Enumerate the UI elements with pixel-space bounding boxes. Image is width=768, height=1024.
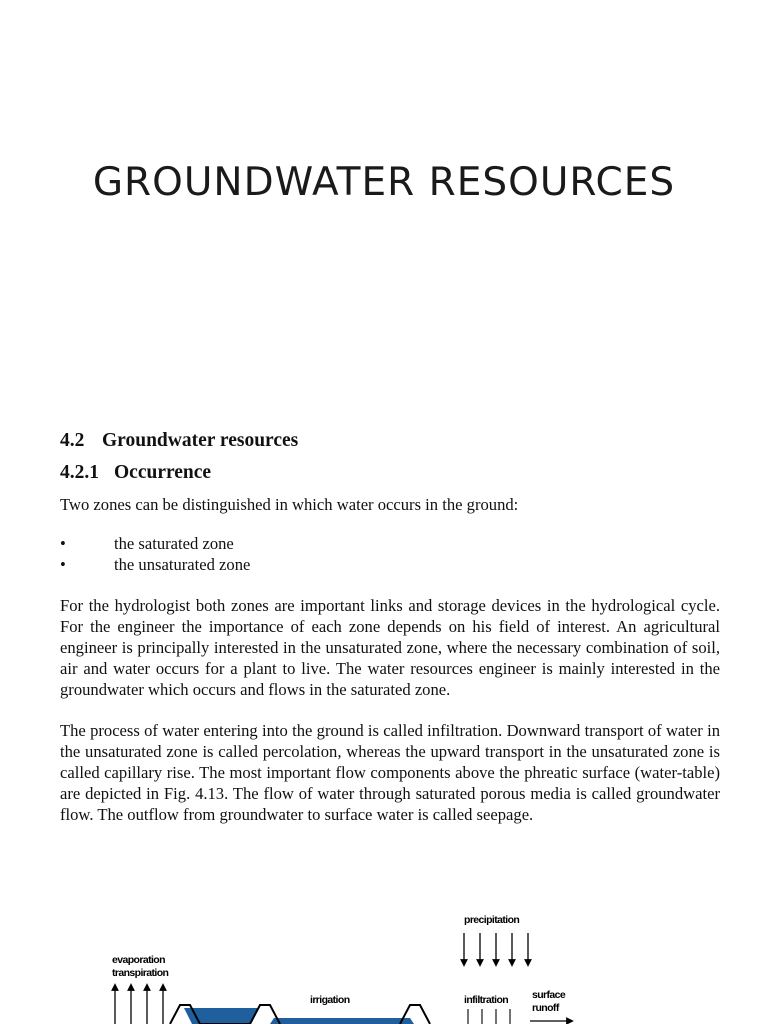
subsection-title: Occurrence (114, 462, 212, 483)
list-item (60, 554, 720, 575)
bullet-mark: • (60, 534, 66, 553)
section-title: Groundwater resources (102, 430, 299, 451)
subsection-number: 4.2.1 (60, 462, 99, 483)
label-evaporation: evaporation (112, 954, 165, 966)
flow-components-figure (100, 905, 620, 1024)
zone-list (60, 533, 720, 575)
intro-text: Two zones can be distinguished in which water occurs in the ground: (60, 495, 519, 514)
label-irrigation: irrigation (310, 994, 350, 1006)
bullet-mark: • (60, 555, 66, 574)
label-infiltration: infiltration (464, 994, 509, 1006)
evaporation-arrows (115, 987, 163, 1024)
section-number: 4.2 (60, 430, 85, 451)
precipitation-arrows (464, 933, 528, 963)
document-body (60, 430, 720, 825)
water-body-right (270, 1018, 414, 1024)
list-item-text: the saturated zone (114, 534, 234, 553)
list-item (60, 533, 720, 554)
infiltration-arrows (468, 1009, 510, 1024)
label-surface: surface (532, 989, 566, 1001)
page-title: GROUNDWATER RESOURCES (92, 160, 676, 205)
paragraph: For the hydrologist both zones are important links and storage devices in the hydrological cycle. For the engineer the importance of each zone depends on his field of interest. An agricultural engineer is principally interested in the unsaturated zone, where the necessary combination of soil, air and water occurs for a plant to live. The water resources engineer is mainly interested in the groundwater which occurs and flows in the saturated zone. (60, 596, 720, 699)
label-precipitation: precipitation (464, 914, 520, 926)
title-area (0, 160, 768, 205)
list-item-text: the unsaturated zone (114, 555, 251, 574)
paragraph: The process of water entering into the ground is called infiltration. Downward transport of water in the unsaturated zone is called percolation, whereas the upward transport in the unsaturated zone is called capillary rise. The most important flow components above the phreatic surface (water-table) are depicted in Fig. 4.13. The flow of water through saturated porous media is called groundwater flow. The outflow from groundwater to surface water is called seepage. (60, 721, 720, 824)
label-runoff: runoff (532, 1002, 559, 1014)
label-transpiration: transpiration (112, 967, 169, 979)
subsection-heading (60, 462, 720, 484)
section-heading (60, 430, 720, 452)
